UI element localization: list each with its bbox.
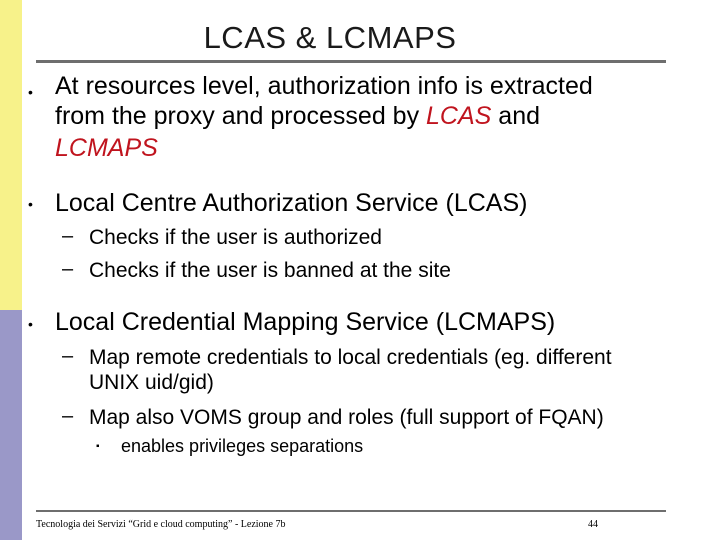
subitem-map-remote-line-2: UNIX uid/gid) <box>89 371 214 394</box>
bullet-1-text: from the proxy and processed by <box>55 102 427 130</box>
bullet-2-text: Local Centre Authorization Service (LCAS) <box>55 189 528 217</box>
slide-title: LCAS & LCMAPS <box>203 20 457 55</box>
dash-marker: – <box>62 405 74 427</box>
square-marker: ▪ <box>96 441 100 452</box>
subsubitem-privileges: enables privileges separations <box>121 436 364 456</box>
footer-rule <box>36 510 666 512</box>
dash-marker: – <box>62 345 74 367</box>
footer-course-title: Tecnologia dei Servizi “Grid e cloud computing” - Lezione 7b <box>36 519 286 530</box>
bullet-1-line-3 <box>55 133 695 163</box>
bullet-marker: • <box>28 316 33 332</box>
dash-marker: – <box>62 258 74 280</box>
subitem-voms-groups: Map also VOMS group and roles (full support of FQAN) <box>89 406 604 429</box>
lcas-emphasis: LCAS <box>426 102 492 130</box>
bullet-3-text: Local Credential Mapping Service (LCMAPS) <box>55 308 556 336</box>
subitem-authorized: Checks if the user is authorized <box>89 226 382 249</box>
subitem-banned: Checks if the user is banned at the site <box>89 259 451 282</box>
bullet-marker: • <box>28 84 33 100</box>
bullet-marker: • <box>28 196 33 212</box>
subitem-map-remote-line-1: Map remote credentials to local credentials (eg. different <box>89 346 612 369</box>
bullet-1-line-1 <box>55 71 695 101</box>
dash-marker: – <box>62 225 74 247</box>
bullet-1-line-2 <box>55 101 695 131</box>
bullet-1-text: and <box>491 102 541 130</box>
bullet-1-text: At resources level, authorization info is extracted <box>55 72 593 100</box>
page-number: 44 <box>588 519 598 530</box>
lcmaps-emphasis: LCMAPS <box>55 134 158 162</box>
